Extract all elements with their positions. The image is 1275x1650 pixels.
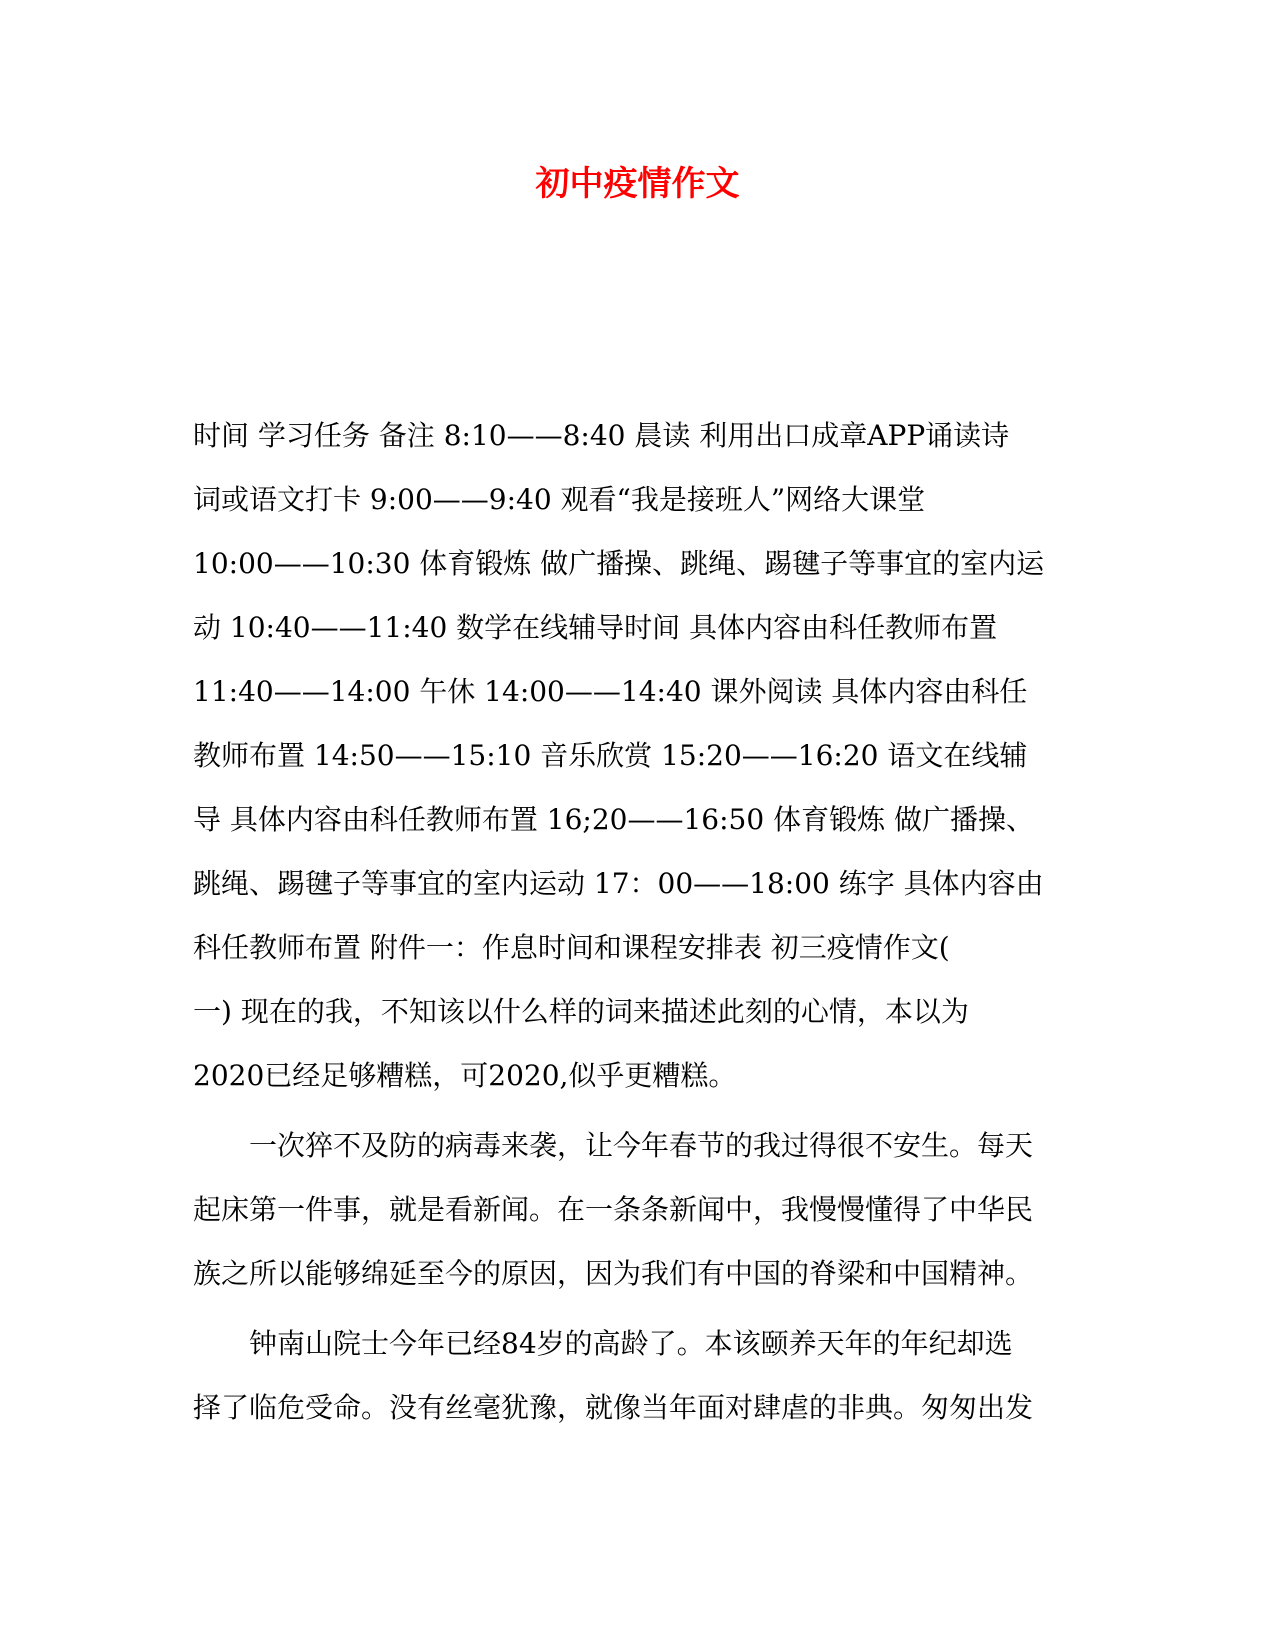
document-title: 初中疫情作文 (535, 164, 740, 204)
text-line: 起床第一件事，就是看新闻。在一条条新闻中，我慢慢懂得了中华民 (193, 1193, 1034, 1226)
text-line: 2020已经足够糟糕，可2020,似乎更糟糕。 (193, 1059, 737, 1092)
text-line: 11:40——14:00 午休 14:00——14:40 课外阅读 具体内容由科任 (193, 675, 1028, 708)
text-line: 钟南山院士今年已经84岁的高龄了。本该颐养天年的年纪却选 (193, 1327, 1013, 1360)
text-line: 动 10:40——11:40 数学在线辅导时间 具体内容由科任教师布置 (193, 611, 998, 644)
text-line: 词或语文打卡 9:00——9:40 观看“我是接班人”网络大课堂 (193, 483, 926, 516)
text-line: 10:00——10:30 体育锻炼 做广播操、跳绳、踢毽子等事宜的室内运 (193, 547, 1045, 580)
text-line: 跳绳、踢毽子等事宜的室内运动 17：00——18:00 练字 具体内容由 (193, 867, 1044, 900)
text-line: 科任教师布置 附件一：作息时间和课程安排表 初三疫情作文( (193, 931, 950, 964)
text-line: 择了临危受命。没有丝毫犹豫，就像当年面对肆虐的非典。匆匆出发 (193, 1391, 1034, 1424)
text-line: 族之所以能够绵延至今的原因，因为我们有中国的脊梁和中国精神。 (193, 1257, 1034, 1290)
document-body (193, 404, 1073, 1440)
text-line: 一) 现在的我，不知该以什么样的词来描述此刻的心情，本以为 (193, 995, 969, 1028)
text-line: 导 具体内容由科任教师布置 16;20——16:50 体育锻炼 做广播操、 (193, 803, 1034, 836)
text-line: 一次猝不及防的病毒来袭，让今年春节的我过得很不安生。每天 (193, 1129, 1034, 1162)
text-line: 教师布置 14:50——15:10 音乐欣赏 15:20——16:20 语文在线辅 (193, 739, 1028, 772)
text-line: 时间 学习任务 备注 8:10——8:40 晨读 利用出口成章APP诵读诗 (193, 419, 1010, 452)
